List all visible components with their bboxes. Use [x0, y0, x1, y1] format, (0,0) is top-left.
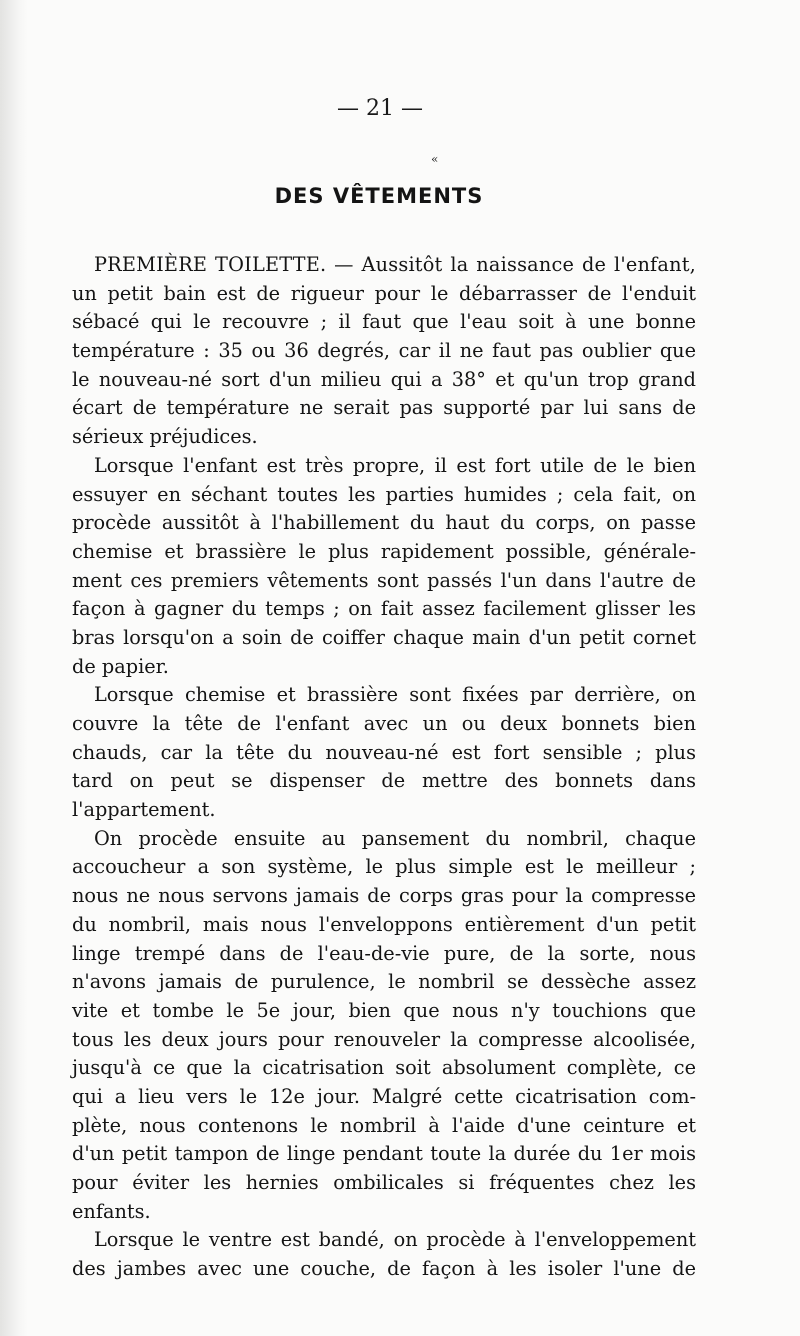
- page-number: — 21 —: [337, 96, 423, 121]
- text-line: vite et tombe le 5e jour, bien que nous n'y touchions que: [72, 998, 696, 1022]
- body-text: [72, 251, 696, 1284]
- text-line: Lorsque chemise et brassière sont fixées par derrière, on: [94, 683, 696, 707]
- text-line: bras lorsqu'on a soin de coiffer chaque main d'un petit cornet: [72, 625, 696, 649]
- text-line: chemise et brassière le plus rapidement possible, générale-: [72, 539, 696, 563]
- text-line: des jambes avec une couche, de façon à les isoler l'une de: [72, 1257, 696, 1281]
- text-line: tard on peut se dispenser de mettre des bonnets dans: [72, 769, 696, 793]
- text-line: plète, nous contenons le nombril à l'aide d'une ceinture et: [72, 1113, 696, 1137]
- text-line: sébacé qui le recouvre ; il faut que l'eau soit à une bonne: [72, 310, 696, 334]
- text-line: d'un petit tampon de linge pendant toute la durée du 1er mois: [72, 1142, 696, 1166]
- text-line: n'avons jamais de purulence, le nombril se dessèche assez: [72, 970, 696, 994]
- text-line: qui a lieu vers le 12e jour. Malgré cette cicatrisation com-: [72, 1084, 696, 1108]
- text-line: façon à gagner du temps ; on fait assez facilement glisser les: [72, 597, 696, 621]
- section-heading: DES VÊTEMENTS: [274, 184, 484, 208]
- text-line: du nombril, mais nous l'enveloppons entièrement d'un petit: [72, 912, 696, 936]
- text-line: nous ne nous servons jamais de corps gras pour la compresse: [72, 884, 696, 908]
- text-line: température : 35 ou 36 degrés, car il ne faut pas oublier que: [72, 339, 696, 363]
- text-line: essuyer en séchant toutes les parties humides ; cela fait, on: [72, 482, 696, 506]
- text-line: jusqu'à ce que la cicatrisation soit absolument complète, ce: [72, 1056, 696, 1080]
- text-line: pour éviter les hernies ombilicales si fréquentes chez les: [72, 1171, 696, 1194]
- text-line: un petit bain est de rigueur pour le débarrasser de l'enduit: [72, 281, 696, 305]
- text-line: Lorsque le ventre est bandé, on procède à l'enveloppement: [94, 1228, 696, 1252]
- text-line: chauds, car la tête du nouveau-né est fort sensible ; plus: [72, 740, 696, 764]
- text-line: couvre la tête de l'enfant avec un ou deux bonnets bien: [72, 712, 696, 735]
- text-line: tous les deux jours pour renouveler la compresse alcoolisée,: [72, 1027, 696, 1051]
- text-line: le nouveau-né sort d'un milieu qui a 38° et qu'un trop grand: [72, 367, 696, 391]
- text-line: écart de température ne serait pas supporté par lui sans de: [72, 396, 696, 420]
- text-line: On procède ensuite au pansement du nombril, chaque: [94, 826, 696, 850]
- text-line: l'appartement.: [72, 798, 216, 822]
- text-line: de papier.: [72, 654, 169, 678]
- text-line: accoucheur a son système, le plus simple est le meilleur ;: [72, 855, 696, 879]
- text-line: sérieux préjudices.: [72, 425, 258, 449]
- text-line: PREMIÈRE TOILETTE. — Aussitôt la naissance de l'enfant,: [94, 253, 696, 276]
- text-line: enfants.: [72, 1199, 151, 1223]
- stray-mark: «: [431, 152, 439, 166]
- text-line: ment ces premiers vêtements sont passés l'un dans l'autre de: [72, 568, 696, 592]
- text-line: linge trempé dans de l'eau-de-vie pure, de la sorte, nous: [72, 941, 696, 965]
- text-line: procède aussitôt à l'habillement du haut du corps, on passe: [72, 511, 696, 535]
- text-line: Lorsque l'enfant est très propre, il est fort utile de le bien: [94, 453, 696, 477]
